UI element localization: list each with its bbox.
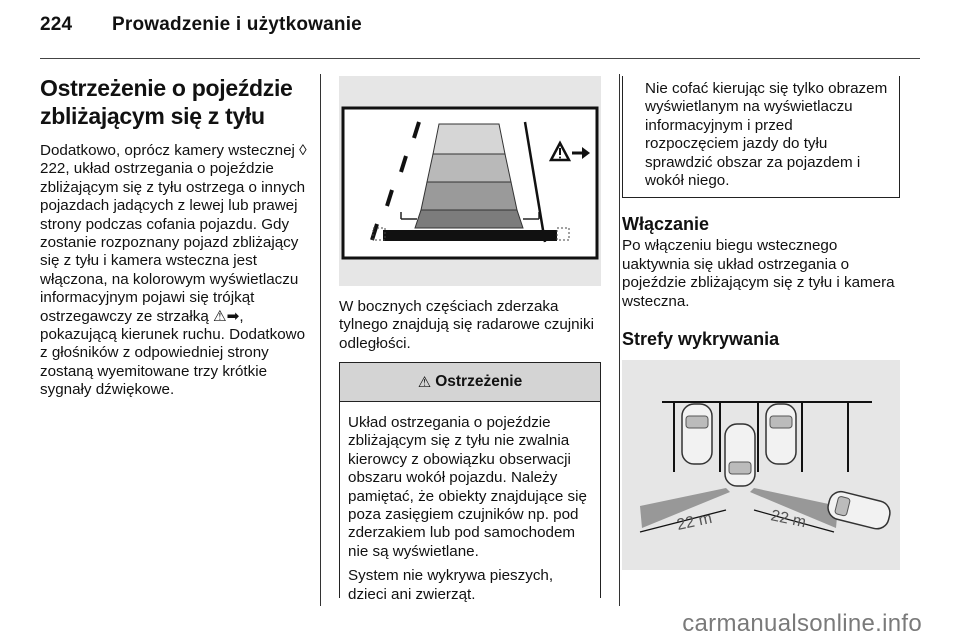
warning-paragraph-2: System nie wykrywa pieszych, dzieci ani zwierząt. [348,567,554,603]
column-middle [339,76,601,353]
heading-enable: Włączanie [622,214,710,235]
distance-label-left: 22 m [675,509,714,534]
warning-paragraph-1: Układ ostrzegania o pojeździe zbliżającym się z tyłu nie zwalnia kierowcy z obowiązku obserwacji obszaru wokół pojazdu. Należy pamiętać, że obiekty znajdujące się poza zasięgiem czujników np. pod zderzakiem lub pod samochodem nie są wyświetlane. [348,414,587,560]
watermark: carmanualsonline.info [682,610,922,637]
header-divider [40,58,920,59]
rear-camera-view-graphic [339,76,601,286]
section-title: Prowadzenie i użytkowanie [112,14,362,35]
column-right [622,76,900,570]
camera-display-illustration [339,76,601,286]
page-header [40,14,362,36]
warning-box [339,362,601,603]
warning-title: Ostrzeżenie [435,373,523,390]
column-divider-2 [619,74,620,606]
detection-zones-graphic [622,360,900,570]
paragraph-rear-traffic-alert: Dodatkowo, oprócz kamery wstecznej ◊ 222, układ ostrzegania o pojeździe zbliżającym się z tyłu ostrzega o innych pojazdach jadących z lewej lub prawej strony podczas cofania pojazdu. Gdy zostanie rozpoznany pojazd zbliżający się z tyłu i kamera wsteczna jest włączona, na kolorowym wyświetlaczu informacyjnym pojawi się trójkąt ostrzegawczy ze strzałką ⚠➡, pokazującą kierunek ruchu. Dodatkowo z głośników z odpowiedniej strony zostaną wyemitowane trzy krótkie sygnały dźwiękowe. [40,142,307,399]
detection-zones-illustration [622,360,900,570]
figure-caption: W bocznych częściach zderzaka tylnego znajdują się radarowe czujniki odległości. [339,298,594,352]
heading-rear-traffic-alert: Ostrzeżenie o pojeździe zbliżającym się z tyłu [40,75,293,129]
warning-header [340,363,600,402]
warning-body [340,402,600,604]
warning-triangle-icon: ⚠ [417,374,432,391]
column-left [40,74,310,400]
distance-label-right: 22 m [769,507,808,532]
column-divider-1 [320,74,321,606]
note-box: Nie cofać kierując się tylko obrazem wyświetlanym na wyświetlaczu informacyjnym i przed rozpoczęciem jazdy do tyłu sprawdzić obszar za pojazdem i wokół niego. [622,76,900,198]
heading-detection-zones: Strefy wykrywania [622,329,780,350]
page-number: 224 [40,14,73,35]
paragraph-enable: Po włączeniu biegu wstecznego uaktywnia się układ ostrzegania o pojeździe zbliżającym się z tyłu i kamera wsteczna. [622,237,895,310]
